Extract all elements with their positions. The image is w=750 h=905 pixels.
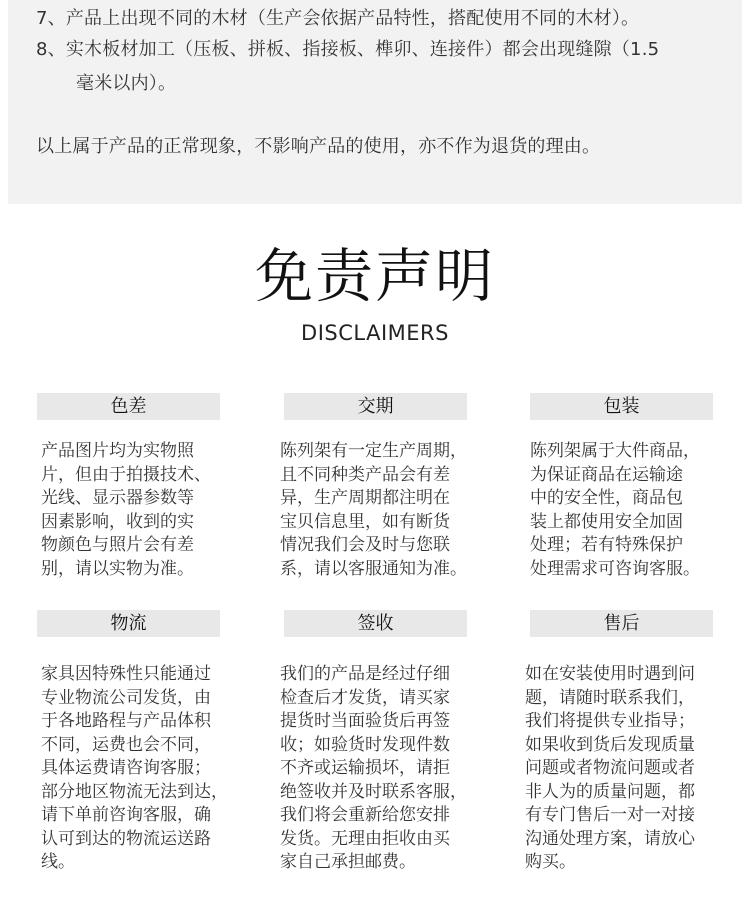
section-heading-delivery-time: 交期 bbox=[284, 393, 467, 420]
text-line: 不同，运费也会不同， bbox=[41, 734, 211, 755]
text-line: 部分地区物流无法到达， bbox=[41, 781, 228, 802]
text-line: 陈列架属于大件商品， bbox=[530, 441, 700, 461]
text-line: 沟通处理方案，请放心 bbox=[525, 828, 695, 849]
text-line: 如在安装使用时遇到问 bbox=[525, 664, 695, 684]
text-line: 线。 bbox=[41, 852, 75, 872]
text-line: 家具因特殊性只能通过 bbox=[41, 664, 211, 684]
section-body-delivery-time bbox=[280, 440, 490, 581]
text-line: 家自己承担邮费。 bbox=[280, 852, 416, 872]
text-line: 产品图片均为实物照 bbox=[41, 441, 194, 461]
text-line: 中的安全性，商品包 bbox=[530, 488, 683, 508]
disclaimer-subtitle: DISCLAIMERS bbox=[301, 321, 449, 345]
text-line: 因素影响，收到的实 bbox=[41, 511, 194, 532]
section-body-after-sales bbox=[525, 663, 735, 875]
text-line: 我们的产品是经过仔细 bbox=[280, 664, 450, 684]
text-line: 问题或者物流问题或者 bbox=[525, 758, 695, 778]
text-line: 如果收到货后发现质量 bbox=[525, 734, 695, 755]
text-line: 认可到达的物流运送路 bbox=[41, 828, 211, 849]
text-line: 我们将会重新给您安排 bbox=[280, 805, 450, 825]
text-line: 陈列架有一定生产周期， bbox=[280, 441, 467, 461]
text-line: 于各地路程与产品体积 bbox=[41, 711, 211, 731]
text-line: 非人为的质量问题，都 bbox=[525, 781, 695, 802]
text-line: 请下单前咨询客服，确 bbox=[41, 805, 211, 825]
notice-item-8: 8、实木板材加工（压板、拼板、指接板、榫卯、连接件）都会出现缝隙（1.5 bbox=[36, 39, 660, 60]
text-line: 异，生产周期都注明在 bbox=[280, 488, 450, 508]
section-body-color-difference bbox=[41, 440, 251, 581]
notice-panel bbox=[8, 0, 742, 204]
section-heading-after-sales: 售后 bbox=[530, 610, 713, 637]
text-line: 绝签收并及时联系客服， bbox=[280, 781, 467, 802]
text-line: 具体运费请咨询客服； bbox=[41, 758, 211, 778]
text-line: 光线、显示器参数等 bbox=[41, 488, 194, 508]
text-line: 提货时当面验货后再签 bbox=[280, 711, 450, 731]
text-line: 情况我们会及时与您联 bbox=[280, 535, 450, 555]
text-line: 片，但由于拍摄技术、 bbox=[41, 464, 211, 485]
text-line: 发货。无理由拒收由买 bbox=[280, 828, 450, 849]
text-line: 检查后才发货，请买家 bbox=[280, 687, 450, 708]
text-line: 有专门售后一对一对接 bbox=[525, 805, 695, 825]
text-line: 别，请以实物为准。 bbox=[41, 558, 194, 579]
text-line: 购买。 bbox=[525, 852, 576, 872]
section-body-receipt bbox=[280, 663, 490, 875]
section-heading-color-difference: 色差 bbox=[37, 393, 220, 420]
text-line: 处理需求可咨询客服。 bbox=[530, 558, 700, 579]
text-line: 专业物流公司发货，由 bbox=[41, 687, 211, 708]
disclaimer-title: 免责声明 bbox=[254, 242, 495, 310]
text-line: 我们将提供专业指导； bbox=[525, 711, 695, 731]
text-line: 物颜色与照片会有差 bbox=[41, 535, 194, 555]
text-line: 不齐或运输损坏，请拒 bbox=[280, 758, 450, 778]
section-body-logistics bbox=[41, 663, 251, 875]
notice-item-7: 7、产品上出现不同的木材（生产会依据产品特性，搭配使用不同的木材）。 bbox=[36, 8, 640, 29]
text-line: 系，请以客服通知为准。 bbox=[280, 558, 467, 579]
text-line: 且不同种类产品会有差 bbox=[280, 464, 450, 485]
text-line: 收；如验货时发现件数 bbox=[280, 734, 450, 755]
notice-summary: 以上属于产品的正常现象，不影响产品的使用，亦不作为退货的理由。 bbox=[36, 136, 601, 157]
section-heading-receipt: 签收 bbox=[284, 610, 467, 637]
text-line: 为保证商品在运输途 bbox=[530, 464, 683, 485]
section-heading-logistics: 物流 bbox=[37, 610, 220, 637]
notice-item-8-continued: 毫米以内）。 bbox=[76, 73, 177, 94]
text-line: 宝贝信息里，如有断货 bbox=[280, 511, 450, 532]
section-body-packaging bbox=[530, 440, 740, 581]
text-line: 装上都使用安全加固 bbox=[530, 511, 683, 532]
section-heading-packaging: 包装 bbox=[530, 393, 713, 420]
text-line: 题，请随时联系我们， bbox=[525, 687, 695, 708]
text-line: 处理；若有特殊保护 bbox=[530, 535, 683, 555]
